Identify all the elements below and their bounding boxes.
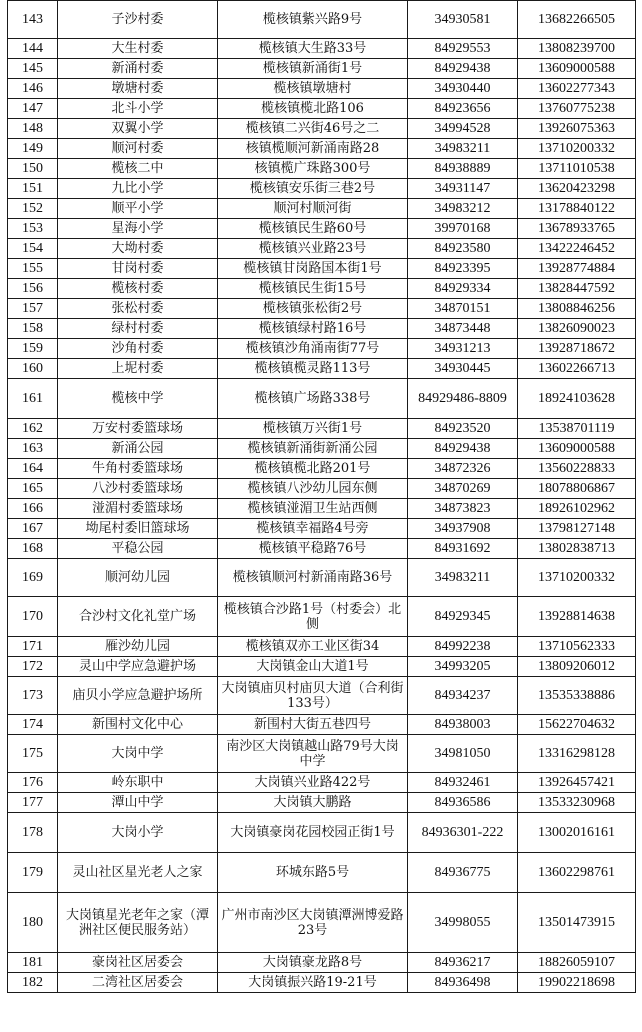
mobile-cell: 13602266713 [518, 359, 636, 379]
name-cell: 坳尾村委旧篮球场 [58, 519, 218, 539]
mobile-cell: 13809206012 [518, 657, 636, 677]
row-number: 173 [8, 677, 58, 715]
mobile-cell: 18078806867 [518, 479, 636, 499]
address-cell: 环城东路5号 [218, 853, 408, 893]
phone-cell: 84938003 [408, 715, 518, 735]
row-number: 174 [8, 715, 58, 735]
address-cell: 榄核镇民生街15号 [218, 279, 408, 299]
row-number: 159 [8, 339, 58, 359]
phone-cell: 34981050 [408, 735, 518, 773]
name-cell: 上坭村委 [58, 359, 218, 379]
name-cell: 潭山中学 [58, 793, 218, 813]
address-cell: 榄核镇顺河村新涌南路36号 [218, 559, 408, 597]
phone-cell: 84992238 [408, 637, 518, 657]
address-cell: 榄核镇新涌街1号 [218, 59, 408, 79]
table-row [8, 539, 636, 559]
address-cell: 核镇榄广珠路300号 [218, 159, 408, 179]
table-row [8, 339, 636, 359]
row-number: 143 [8, 1, 58, 39]
table-row [8, 853, 636, 893]
name-cell: 大岗中学 [58, 735, 218, 773]
phone-cell: 34930581 [408, 1, 518, 39]
phone-cell: 84936498 [408, 973, 518, 993]
row-number: 177 [8, 793, 58, 813]
phone-cell: 34983212 [408, 199, 518, 219]
table-body [8, 1, 636, 993]
row-number: 160 [8, 359, 58, 379]
table-row [8, 59, 636, 79]
table-row [8, 439, 636, 459]
name-cell: 庙贝小学应急避护场所 [58, 677, 218, 715]
phone-cell: 34983211 [408, 139, 518, 159]
table-row [8, 773, 636, 793]
address-cell: 大岗镇兴业路422号 [218, 773, 408, 793]
phone-cell: 84934237 [408, 677, 518, 715]
address-cell: 大岗镇庙贝村庙贝大道（合利街133号） [218, 677, 408, 715]
name-cell: 新围村文化中心 [58, 715, 218, 735]
name-cell: 顺河幼儿园 [58, 559, 218, 597]
phone-cell: 84932461 [408, 773, 518, 793]
mobile-cell: 13828447592 [518, 279, 636, 299]
address-cell: 榄核镇榄北路106 [218, 99, 408, 119]
row-number: 181 [8, 953, 58, 973]
mobile-cell: 13808239700 [518, 39, 636, 59]
phone-cell: 34937908 [408, 519, 518, 539]
row-number: 151 [8, 179, 58, 199]
address-cell: 榄核镇张松街2号 [218, 299, 408, 319]
mobile-cell: 13002016161 [518, 813, 636, 853]
row-number: 168 [8, 539, 58, 559]
table-row [8, 479, 636, 499]
phone-cell: 84929486-8809 [408, 379, 518, 419]
name-cell: 张松村委 [58, 299, 218, 319]
phone-cell: 84929345 [408, 597, 518, 637]
address-cell: 榄核镇八沙幼儿园东侧 [218, 479, 408, 499]
address-cell: 榄核镇紫兴路9号 [218, 1, 408, 39]
mobile-cell: 13710562333 [518, 637, 636, 657]
row-number: 152 [8, 199, 58, 219]
table-row [8, 893, 636, 953]
row-number: 158 [8, 319, 58, 339]
row-number: 166 [8, 499, 58, 519]
mobile-cell: 18826059107 [518, 953, 636, 973]
name-cell: 九比小学 [58, 179, 218, 199]
table-row [8, 559, 636, 597]
table-row [8, 597, 636, 637]
phone-cell: 34873448 [408, 319, 518, 339]
mobile-cell: 13802838713 [518, 539, 636, 559]
mobile-cell: 18924103628 [518, 379, 636, 419]
phone-cell: 84929553 [408, 39, 518, 59]
name-cell: 子沙村委 [58, 1, 218, 39]
phone-cell: 34998055 [408, 893, 518, 953]
row-number: 161 [8, 379, 58, 419]
phone-cell: 84929438 [408, 439, 518, 459]
table-row [8, 379, 636, 419]
address-cell: 大岗镇金山大道1号 [218, 657, 408, 677]
phone-cell: 34993205 [408, 657, 518, 677]
address-cell: 大岗镇豪龙路8号 [218, 953, 408, 973]
name-cell: 绿村村委 [58, 319, 218, 339]
table-row [8, 459, 636, 479]
row-number: 164 [8, 459, 58, 479]
row-number: 154 [8, 239, 58, 259]
contact-table [7, 0, 636, 993]
phone-cell: 34870151 [408, 299, 518, 319]
name-cell: 岭东职中 [58, 773, 218, 793]
table-row [8, 239, 636, 259]
address-cell: 榄核镇合沙路1号（村委会）北侧 [218, 597, 408, 637]
phone-cell: 84923656 [408, 99, 518, 119]
phone-cell: 84923395 [408, 259, 518, 279]
row-number: 171 [8, 637, 58, 657]
phone-cell: 34873823 [408, 499, 518, 519]
name-cell: 牛角村委篮球场 [58, 459, 218, 479]
mobile-cell: 13926457421 [518, 773, 636, 793]
name-cell: 大坳村委 [58, 239, 218, 259]
row-number: 178 [8, 813, 58, 853]
table-row [8, 735, 636, 773]
name-cell: 甘岗村委 [58, 259, 218, 279]
table-row [8, 159, 636, 179]
phone-cell: 34930445 [408, 359, 518, 379]
name-cell: 大生村委 [58, 39, 218, 59]
name-cell: 墩塘村委 [58, 79, 218, 99]
address-cell: 榄核镇平稳路76号 [218, 539, 408, 559]
row-number: 149 [8, 139, 58, 159]
mobile-cell: 13316298128 [518, 735, 636, 773]
address-cell: 大岗镇振兴路19-21号 [218, 973, 408, 993]
phone-cell: 84936301-222 [408, 813, 518, 853]
name-cell: 榄核村委 [58, 279, 218, 299]
phone-cell: 84938889 [408, 159, 518, 179]
row-number: 165 [8, 479, 58, 499]
mobile-cell: 13710200332 [518, 559, 636, 597]
mobile-cell: 13422246452 [518, 239, 636, 259]
mobile-cell: 13535338886 [518, 677, 636, 715]
table-row [8, 953, 636, 973]
address-cell: 榄核镇大生路33号 [218, 39, 408, 59]
name-cell: 平稳公园 [58, 539, 218, 559]
table-row [8, 793, 636, 813]
mobile-cell: 13609000588 [518, 59, 636, 79]
name-cell: 灵山中学应急避护场 [58, 657, 218, 677]
table-row [8, 99, 636, 119]
name-cell: 大岗小学 [58, 813, 218, 853]
table-row [8, 119, 636, 139]
table-row [8, 139, 636, 159]
row-number: 163 [8, 439, 58, 459]
name-cell: 雁沙幼儿园 [58, 637, 218, 657]
table-row [8, 319, 636, 339]
name-cell: 榄核中学 [58, 379, 218, 419]
phone-cell: 34994528 [408, 119, 518, 139]
name-cell: 双翼小学 [58, 119, 218, 139]
phone-cell: 84936586 [408, 793, 518, 813]
address-cell: 榄核镇双亦工业区街34 [218, 637, 408, 657]
phone-cell: 84923520 [408, 419, 518, 439]
mobile-cell: 13710200332 [518, 139, 636, 159]
row-number: 156 [8, 279, 58, 299]
mobile-cell: 13178840122 [518, 199, 636, 219]
name-cell: 顺河村委 [58, 139, 218, 159]
name-cell: 大岗镇星光老年之家（潭洲社区便民服务站） [58, 893, 218, 953]
address-cell: 榄核镇墩塘村 [218, 79, 408, 99]
phone-cell: 34930440 [408, 79, 518, 99]
address-cell: 榄核镇榄灵路113号 [218, 359, 408, 379]
mobile-cell: 13798127148 [518, 519, 636, 539]
phone-cell: 39970168 [408, 219, 518, 239]
mobile-cell: 13928774884 [518, 259, 636, 279]
address-cell: 榄核镇榄北路201号 [218, 459, 408, 479]
mobile-cell: 13602277343 [518, 79, 636, 99]
address-cell: 榄核镇民生路60号 [218, 219, 408, 239]
table-row [8, 677, 636, 715]
table-row [8, 419, 636, 439]
name-cell: 榄核二中 [58, 159, 218, 179]
row-number: 150 [8, 159, 58, 179]
name-cell: 灵山社区星光老人之家 [58, 853, 218, 893]
phone-cell: 84936217 [408, 953, 518, 973]
table-row [8, 973, 636, 993]
mobile-cell: 13711010538 [518, 159, 636, 179]
table-row [8, 637, 636, 657]
phone-cell: 34931213 [408, 339, 518, 359]
mobile-cell: 13533230968 [518, 793, 636, 813]
table-row [8, 39, 636, 59]
name-cell: 新涌村委 [58, 59, 218, 79]
name-cell: 星海小学 [58, 219, 218, 239]
mobile-cell: 13826090023 [518, 319, 636, 339]
table-row [8, 499, 636, 519]
address-cell: 榄核镇绿村路16号 [218, 319, 408, 339]
mobile-cell: 15622704632 [518, 715, 636, 735]
row-number: 182 [8, 973, 58, 993]
mobile-cell: 13760775238 [518, 99, 636, 119]
row-number: 146 [8, 79, 58, 99]
phone-cell: 34870269 [408, 479, 518, 499]
name-cell: 豪岗社区居委会 [58, 953, 218, 973]
address-cell: 榄核镇甘岗路国本街1号 [218, 259, 408, 279]
address-cell: 榄核镇兴业路23号 [218, 239, 408, 259]
phone-cell: 84929438 [408, 59, 518, 79]
table-row [8, 359, 636, 379]
mobile-cell: 13808846256 [518, 299, 636, 319]
mobile-cell: 13560228833 [518, 459, 636, 479]
name-cell: 新涌公园 [58, 439, 218, 459]
table-row [8, 219, 636, 239]
table-row [8, 519, 636, 539]
address-cell: 新围村大街五巷四号 [218, 715, 408, 735]
address-cell: 榄核镇二兴街46号之二 [218, 119, 408, 139]
row-number: 176 [8, 773, 58, 793]
phone-cell: 84929334 [408, 279, 518, 299]
name-cell: 顺平小学 [58, 199, 218, 219]
phone-cell: 84936775 [408, 853, 518, 893]
address-cell: 榄核镇广场路338号 [218, 379, 408, 419]
mobile-cell: 13682266505 [518, 1, 636, 39]
name-cell: 八沙村委篮球场 [58, 479, 218, 499]
address-cell: 榄核镇沙角涌南街77号 [218, 339, 408, 359]
phone-cell: 84931692 [408, 539, 518, 559]
address-cell: 榄核镇湴湄卫生站西侧 [218, 499, 408, 519]
phone-cell: 34983211 [408, 559, 518, 597]
row-number: 147 [8, 99, 58, 119]
phone-cell: 84923580 [408, 239, 518, 259]
address-cell: 榄核镇新涌街新涌公园 [218, 439, 408, 459]
mobile-cell: 13501473915 [518, 893, 636, 953]
mobile-cell: 19902218698 [518, 973, 636, 993]
row-number: 179 [8, 853, 58, 893]
row-number: 167 [8, 519, 58, 539]
row-number: 145 [8, 59, 58, 79]
mobile-cell: 13609000588 [518, 439, 636, 459]
name-cell: 万安村委篮球场 [58, 419, 218, 439]
row-number: 175 [8, 735, 58, 773]
address-cell: 核镇榄顺河新涌南路28 [218, 139, 408, 159]
name-cell: 合沙村文化礼堂广场 [58, 597, 218, 637]
address-cell: 南沙区大岗镇越山路79号大岗中学 [218, 735, 408, 773]
row-number: 169 [8, 559, 58, 597]
name-cell: 沙角村委 [58, 339, 218, 359]
mobile-cell: 18926102962 [518, 499, 636, 519]
address-cell: 广州市南沙区大岗镇潭洲博爱路23号 [218, 893, 408, 953]
name-cell: 湴湄村委篮球场 [58, 499, 218, 519]
row-number: 144 [8, 39, 58, 59]
row-number: 162 [8, 419, 58, 439]
table-row [8, 299, 636, 319]
table-row [8, 79, 636, 99]
row-number: 157 [8, 299, 58, 319]
name-cell: 北斗小学 [58, 99, 218, 119]
phone-cell: 34872326 [408, 459, 518, 479]
table-row [8, 1, 636, 39]
phone-cell: 34931147 [408, 179, 518, 199]
mobile-cell: 13602298761 [518, 853, 636, 893]
name-cell: 二湾社区居委会 [58, 973, 218, 993]
table-row [8, 813, 636, 853]
row-number: 153 [8, 219, 58, 239]
address-cell: 榄核镇安乐街三巷2号 [218, 179, 408, 199]
mobile-cell: 13928718672 [518, 339, 636, 359]
mobile-cell: 13620423298 [518, 179, 636, 199]
table-row [8, 657, 636, 677]
row-number: 170 [8, 597, 58, 637]
row-number: 155 [8, 259, 58, 279]
row-number: 180 [8, 893, 58, 953]
mobile-cell: 13926075363 [518, 119, 636, 139]
table-row [8, 259, 636, 279]
address-cell: 顺河村顺河街 [218, 199, 408, 219]
address-cell: 榄核镇万兴街1号 [218, 419, 408, 439]
table-row [8, 279, 636, 299]
mobile-cell: 13538701119 [518, 419, 636, 439]
address-cell: 大岗镇豪岗花园校园正街1号 [218, 813, 408, 853]
mobile-cell: 13928814638 [518, 597, 636, 637]
mobile-cell: 13678933765 [518, 219, 636, 239]
table-row [8, 199, 636, 219]
address-cell: 榄核镇幸福路4号旁 [218, 519, 408, 539]
address-cell: 大岗镇大鹏路 [218, 793, 408, 813]
table-row [8, 715, 636, 735]
row-number: 148 [8, 119, 58, 139]
table-row [8, 179, 636, 199]
row-number: 172 [8, 657, 58, 677]
